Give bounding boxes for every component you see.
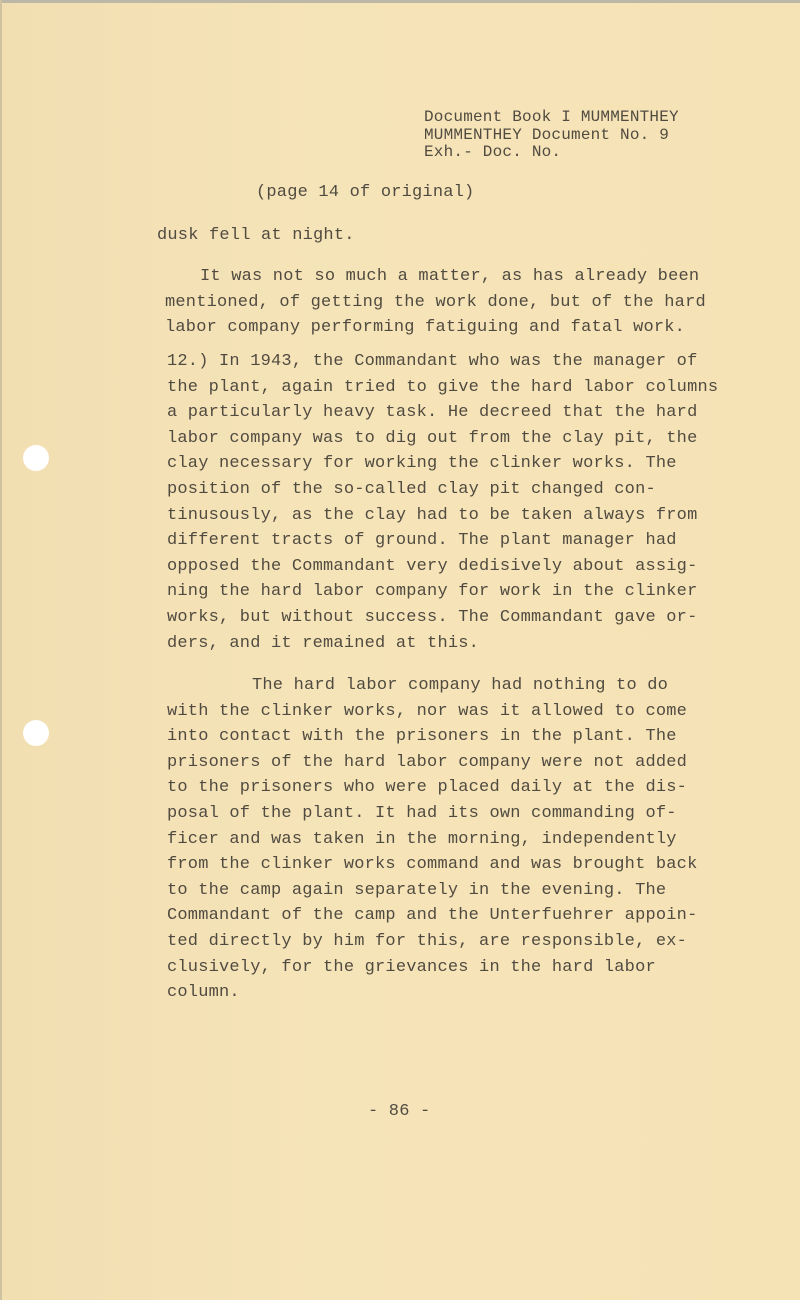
paragraph3-line: column.: [167, 983, 240, 1003]
scan-edge-left: [0, 0, 2, 1300]
paragraph2-line: clay necessary for working the clinker works. The: [167, 454, 677, 474]
scan-edge-top: [0, 0, 800, 3]
punch-hole-lower: [23, 720, 49, 746]
paragraph1-line: mentioned, of getting the work done, but of the hard: [165, 292, 706, 312]
paragraph2-line: the plant, again tried to give the hard labor columns: [167, 377, 719, 397]
paragraph3-line: into contact with the prisoners in the plant. The: [167, 727, 677, 747]
opening-line: dusk fell at night.: [157, 226, 355, 245]
paragraph1-line: labor company performing fatiguing and fatal work.: [165, 318, 686, 338]
punch-hole-upper: [23, 445, 49, 471]
paragraph3-line: to the prisoners who were placed daily at the dis-: [167, 778, 688, 798]
page-number: - 86 -: [368, 1102, 431, 1121]
header-line: MUMMENTHEY Document No. 9: [424, 125, 670, 144]
paragraph3-line: The hard labor company had nothing to do: [252, 676, 669, 695]
paragraph3-line: ficer and was taken in the morning, independently: [167, 829, 677, 849]
header-line: Document Book I MUMMENTHEY: [424, 108, 679, 126]
paragraph2-line: 12.) In 1943, the Commandant who was the manager of: [167, 352, 698, 371]
paragraph2-line: a particularly heavy task. He decreed that the hard: [167, 403, 698, 423]
paragraph3-line: to the camp again separately in the evening. The: [167, 880, 667, 900]
paragraph2-line: ning the hard labor company for work in the clinker: [167, 582, 698, 602]
paragraph3-line: posal of the plant. It had its own commanding of-: [167, 804, 677, 823]
paragraph1-line: It was not so much a matter, as has already been: [200, 267, 700, 286]
paragraph3-line: Commandant of the camp and the Unterfuehrer appoin-: [167, 906, 698, 926]
paragraph3-line: from the clinker works command and was brought back: [167, 855, 698, 875]
header-line: Exh.- Doc. No.: [424, 143, 562, 161]
page-reference: (page 14 of original): [256, 183, 475, 202]
paragraph3-line: clusively, for the grievances in the hard labor: [167, 957, 656, 977]
paragraph2-line: opposed the Commandant very dedisively about assig-: [167, 556, 698, 576]
paragraph2-line: labor company was to dig out from the clay pit, the: [167, 428, 698, 448]
paragraph2-line: works, but without success. The Commandant gave or-: [167, 608, 698, 627]
paragraph2-line: tinusously, as the clay had to be taken always from: [167, 505, 698, 525]
paragraph2-line: ders, and it remained at this.: [167, 633, 480, 653]
paragraph2-line: different tracts of ground. The plant manager had: [167, 531, 677, 551]
paragraph3-line: prisoners of the hard labor company were not added: [167, 752, 688, 772]
paragraph2-line: position of the so-called clay pit changed con-: [167, 480, 656, 499]
paragraph3-line: ted directly by him for this, are responsible, ex-: [167, 932, 688, 951]
paragraph3-line: with the clinker works, nor was it allowed to come: [167, 701, 688, 721]
